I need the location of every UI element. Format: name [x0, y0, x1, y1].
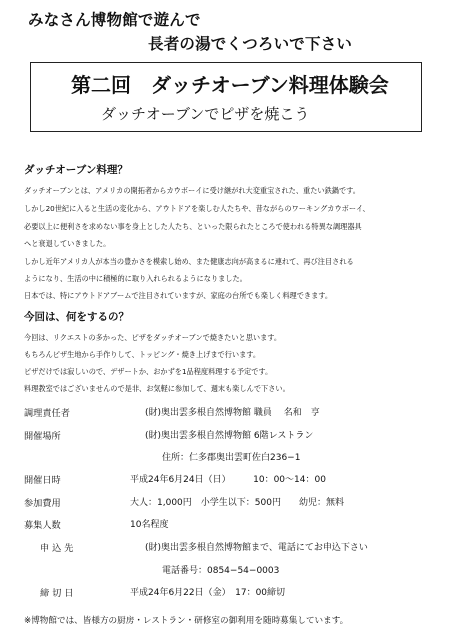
section-heading-dutch-oven: ダッチオーブン料理？: [24, 164, 128, 176]
detail-label-fee: 参加費用: [24, 498, 61, 509]
footer-note: ※博物館では、皆様方の厨房・レストラン・研修室の御利用を随時募集しています。: [24, 616, 349, 626]
body-line: もちろんピザ生地から手作りして、トッピング・焼き上げまで行います。: [24, 350, 261, 359]
detail-value-date: 平成24年6月24日（日） 10：00～14：00: [130, 475, 326, 485]
detail-label-capacity: 募集人数: [24, 520, 61, 531]
body-line: 必要以上に便利さを求めない事を身上とした人たち、といった限られたところで使われる特異な調理器具: [24, 222, 362, 231]
section-heading-this-time: 今回は、何をするの？: [24, 311, 129, 323]
body-line: しかし近年アメリカ人が本当の豊かさを模索し始め、また健康志向が高まるに連れて、再び注目される: [24, 257, 354, 266]
detail-label-chef: 調理責任者: [24, 408, 70, 419]
body-line: ピザだけでは寂しいので、デザートか、おかずを1品程度料理する予定です。: [24, 367, 273, 376]
detail-label-apply: 申 込 先: [40, 543, 74, 554]
body-line: ようになり、生活の中に積極的に取り入れられるようになりました。: [24, 274, 247, 283]
detail-label-venue: 開催場所: [24, 431, 61, 442]
event-subtitle: ダッチオーブンでピザを焼こう: [101, 105, 310, 123]
detail-label-deadline: 締 切 日: [40, 588, 74, 599]
detail-value-apply: (財)奥出雲多根自然博物館まで、電話にてお申込下さい: [145, 543, 368, 553]
detail-value-fee: 大人：1,000円 小学生以下：500円 幼児：無料: [130, 498, 344, 508]
body-line: ダッチオーブンとは、アメリカの開拓者からカウボーイに受け継がれ大変重宝された、重たい鉄鍋です。: [24, 186, 360, 195]
header-line-2: 長者の湯でくつろいで下さい: [148, 35, 353, 53]
detail-value-address: 住所：仁多郡奥出雲町佐白236−1: [162, 453, 301, 463]
detail-value-deadline: 平成24年6月22日（金） 17：00締切: [130, 588, 286, 598]
event-title: 第二回 ダッチオーブン料理体験会: [71, 73, 389, 97]
body-line: 料理教室ではございませんので是非、お気軽に参加して、週末も楽しんで下さい。: [24, 384, 290, 393]
body-line: しかし20世紀に入ると生活の変化から、アウトドアを楽しむ人たちや、昔ながらのワーキングカウボーイ、: [24, 204, 370, 213]
detail-value-capacity: 10名程度: [130, 520, 169, 530]
body-line: へと衰退していきました。: [24, 239, 111, 248]
detail-value-phone: 電話番号：0854−54−0003: [162, 566, 280, 576]
body-line: 今回は、リクエストの多かった、ピザをダッチオーブンで焼きたいと思います。: [24, 333, 282, 342]
detail-label-date: 開催日時: [24, 475, 61, 486]
body-line: 日本では、特にアウトドアブームで注目されていますが、家庭の台所でも楽しく料理できます。: [24, 291, 333, 300]
detail-value-chef: (財)奥出雲多根自然博物館 職員 名和 亨: [145, 408, 320, 418]
header-line-1: みなさん博物館で遊んで: [28, 11, 201, 29]
title-box: [30, 62, 422, 132]
detail-value-venue: (財)奥出雲多根自然博物館 6階レストラン: [145, 431, 314, 441]
